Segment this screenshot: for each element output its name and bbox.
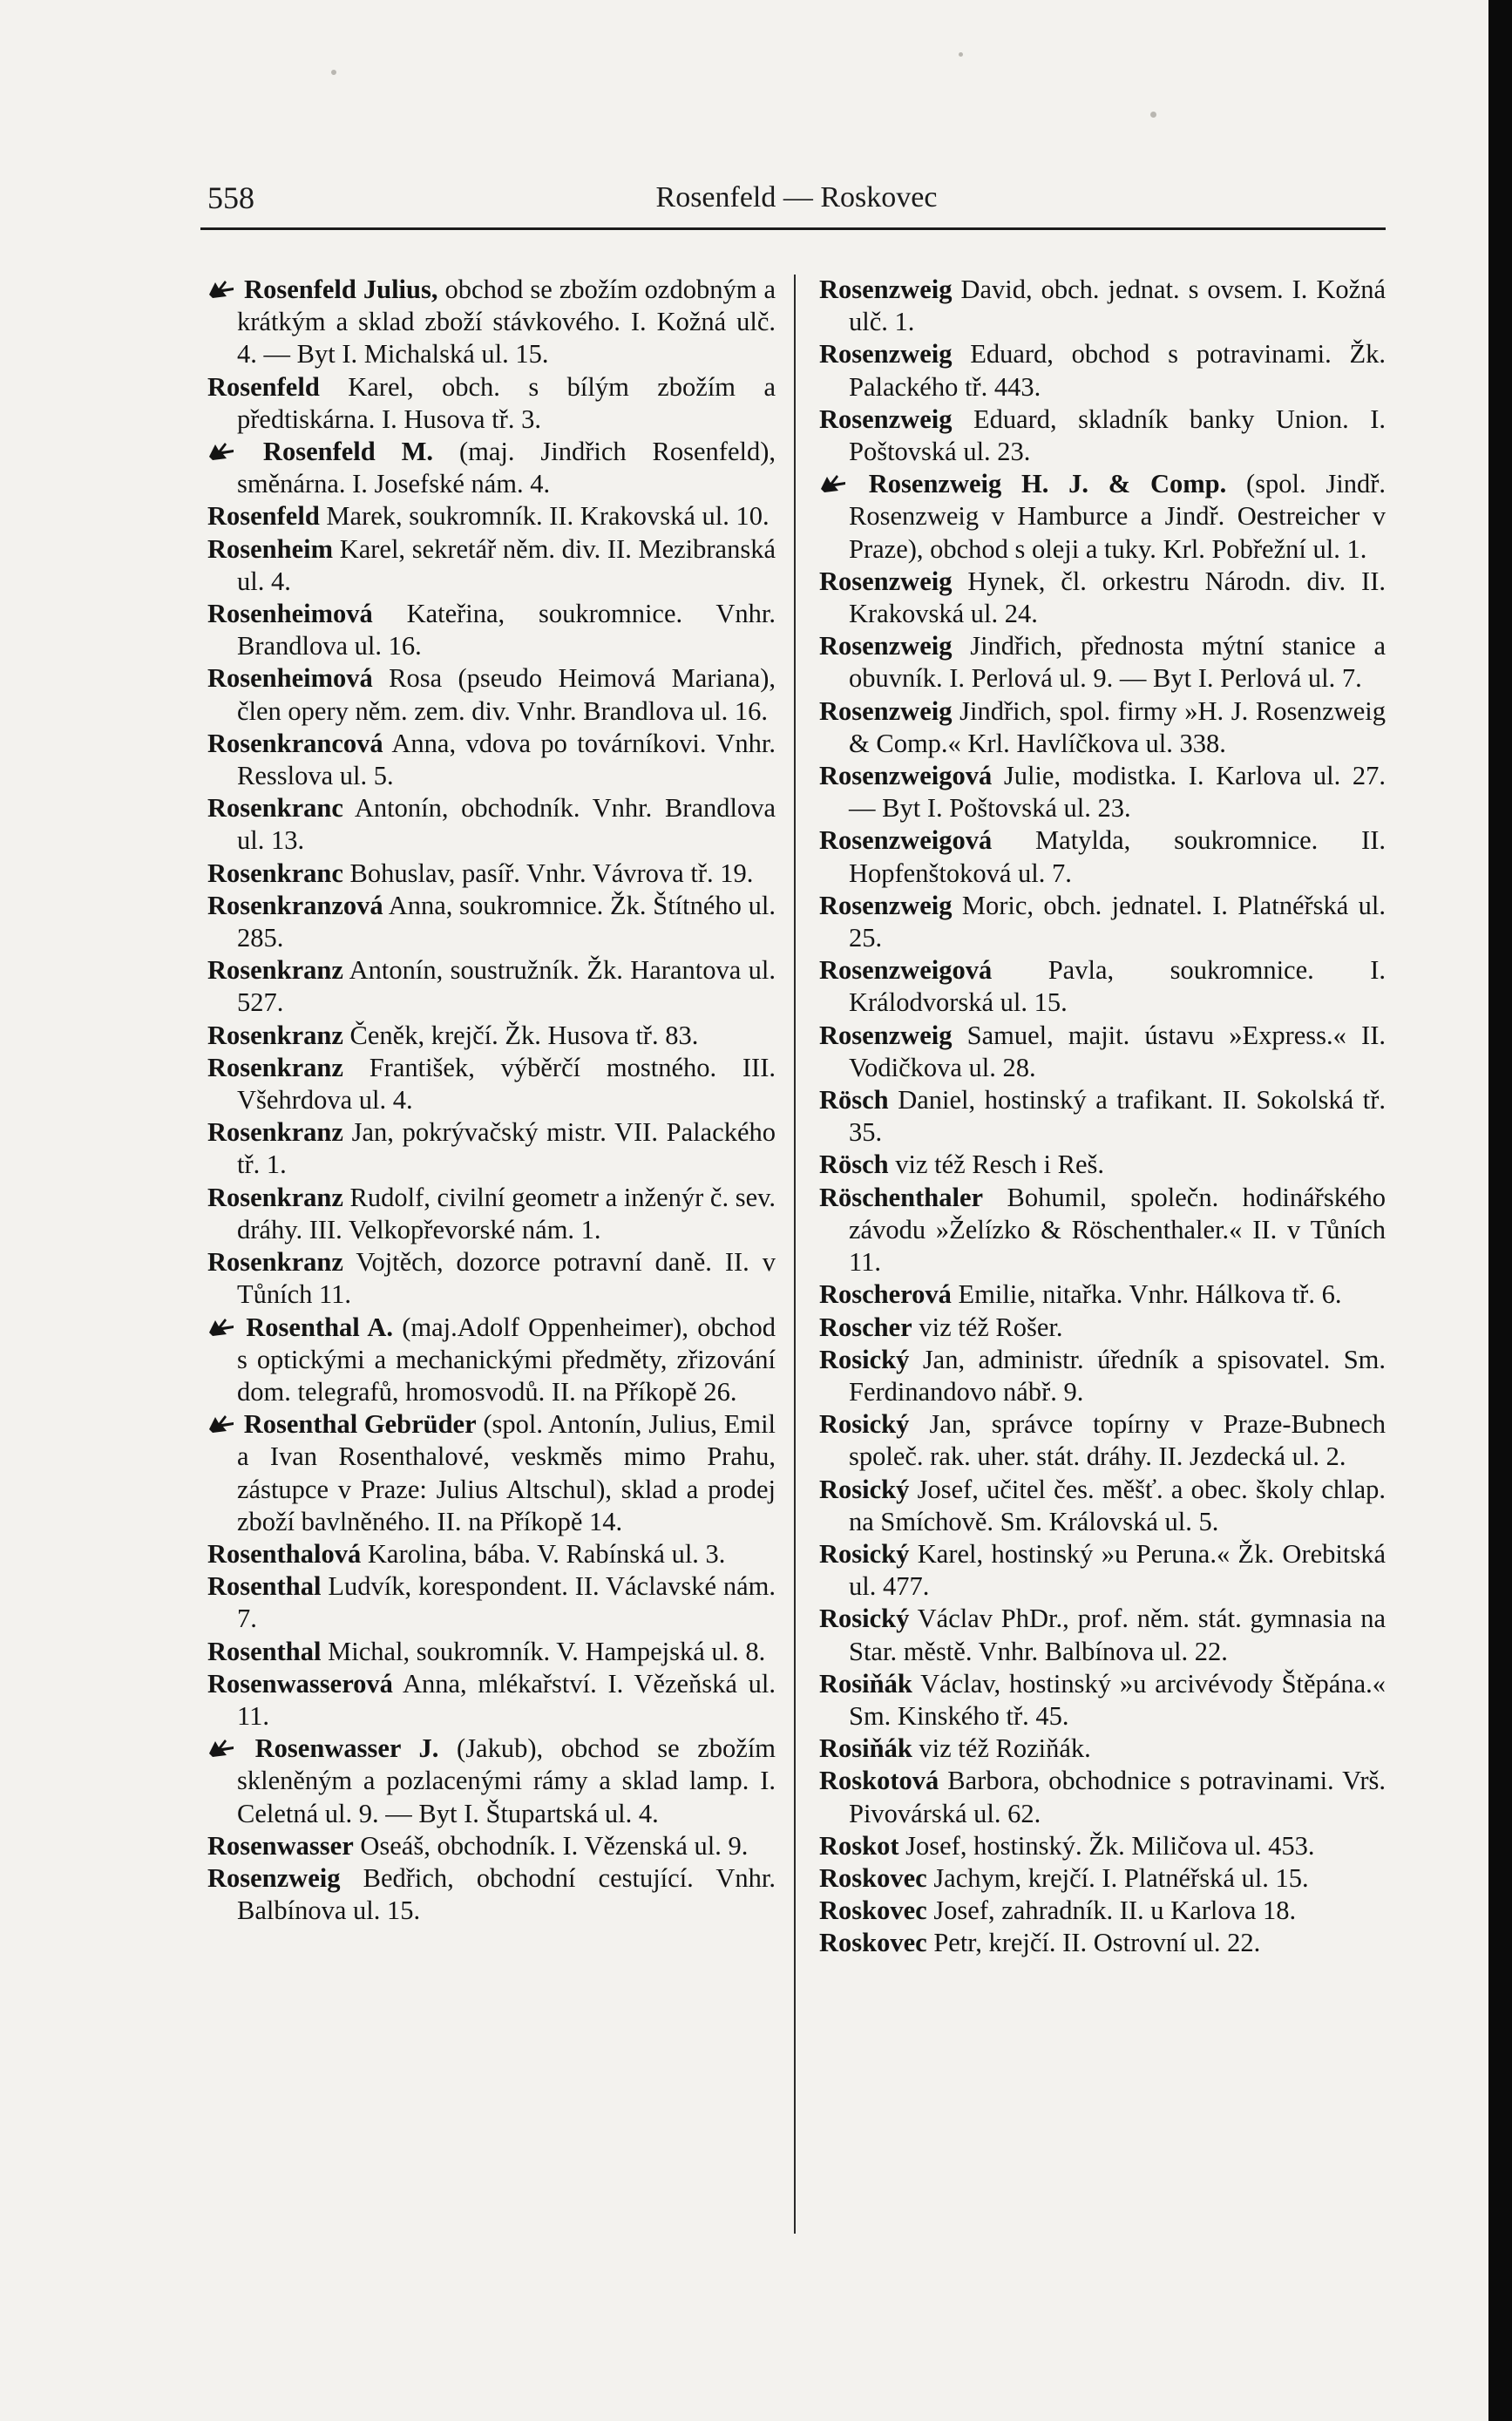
entry-name: Rosenfeld Julius, bbox=[244, 275, 438, 304]
entry-name: Rosenthal bbox=[207, 1636, 322, 1666]
directory-entry bbox=[819, 338, 1386, 403]
entry-name: Rosický bbox=[819, 1409, 910, 1440]
pointing-hand-icon bbox=[207, 277, 237, 300]
directory-entry bbox=[207, 1052, 776, 1116]
directory-entry bbox=[207, 1246, 776, 1311]
entry-details: Jindřich, spol. firmy »H. J. Rosenzweig & Comp.« Krl. Havlíčkova ul. 338. bbox=[849, 695, 1386, 758]
directory-entry bbox=[819, 274, 1386, 338]
directory-entry bbox=[819, 1538, 1386, 1603]
entry-name: Rosenkranc bbox=[207, 793, 343, 824]
entry-details: Anna, vdova po továrníkovi. Vnhr. Resslova ul. 5. bbox=[237, 728, 776, 791]
header-rule bbox=[200, 227, 1386, 230]
entry-details: Bohumil, společn. hodinářského závodu »Želízko & Röschenthaler.« II. v Tůních 11. bbox=[849, 1182, 1386, 1278]
entry-name: Roskovec bbox=[819, 1895, 927, 1926]
directory-entry bbox=[207, 1733, 776, 1830]
directory-entry bbox=[819, 1668, 1386, 1733]
entry-details: Antonín, soustružník. Žk. Harantova ul. 527. bbox=[237, 955, 776, 1018]
entry-name: Rosenthal A. bbox=[246, 1312, 393, 1342]
entry-details: (spol. Jindř. Rosenzweig v Hamburce a Jindř. Oestreicher v Praze), obchod s oleji a tuky. Krl. Pobřežní ul. 1. bbox=[849, 469, 1387, 564]
entry-name: Rosenwasserová bbox=[207, 1668, 393, 1699]
directory-entry bbox=[819, 1862, 1386, 1895]
directory-entry bbox=[819, 1278, 1386, 1311]
page-header bbox=[207, 171, 1386, 223]
entry-name: Rosenzweig bbox=[819, 1020, 953, 1050]
entry-name: Rosenzweig bbox=[819, 695, 953, 726]
entry-details: Bohuslav, pasíř. Vnhr. Vávrova tř. 19. bbox=[349, 858, 754, 888]
directory-entry bbox=[819, 1765, 1386, 1829]
entry-details: Václav PhDr., prof. něm. stát. gymnasia na Star. městě. Vnhr. Balbínova ul. 22. bbox=[849, 1604, 1387, 1666]
entry-details: viz též Rošer. bbox=[919, 1312, 1063, 1342]
entry-details: Hynek, čl. orkestru Národn. div. II. Krakovská ul. 24. bbox=[849, 566, 1386, 629]
directory-entry bbox=[819, 1733, 1386, 1765]
column-divider bbox=[794, 275, 796, 2234]
entry-details: Karolina, bába. V. Rabínská ul. 3. bbox=[367, 1538, 726, 1569]
entry-name: Rosenwasser J. bbox=[254, 1733, 439, 1764]
entry-name: Rosenkranc bbox=[207, 858, 343, 888]
directory-entry bbox=[207, 1020, 776, 1052]
entry-details: Karel, obch. s bílým zbožím a předtiskárna. I. Husova tř. 3. bbox=[237, 371, 776, 434]
directory-entry bbox=[207, 1830, 776, 1862]
entry-name: Rosenzweigová bbox=[819, 825, 993, 856]
entry-details: Oseáš, obchodník. I. Vězenská ul. 9. bbox=[360, 1830, 749, 1861]
directory-entry bbox=[819, 630, 1386, 695]
entry-details: Bedřich, obchodní cestující. Vnhr. Balbínova ul. 15. bbox=[237, 1862, 776, 1926]
directory-entry bbox=[207, 371, 776, 436]
entry-details: Julie, modistka. I. Karlova ul. 27. — Byt I. Poštovská ul. 23. bbox=[849, 761, 1387, 824]
entry-details: František, výběrčí mostného. III. Všehrdova ul. 4. bbox=[237, 1052, 776, 1116]
entry-name: Rösch bbox=[819, 1149, 889, 1180]
directory-entry bbox=[207, 1408, 776, 1538]
entry-name: Rosenzweig bbox=[819, 566, 953, 596]
entry-details: Samuel, majit. ústavu »Express.« II. Vodičkova ul. 28. bbox=[849, 1020, 1386, 1082]
directory-entry bbox=[207, 890, 776, 954]
directory-entry bbox=[207, 436, 776, 500]
directory-entry bbox=[207, 1182, 776, 1246]
entry-details: Barbora, obchodnice s potravinami. Vrš. Pivovárská ul. 62. bbox=[849, 1766, 1387, 1828]
entry-details: Marek, soukromník. II. Krakovská ul. 10. bbox=[326, 501, 770, 532]
entry-name: Rosenzweig bbox=[819, 890, 953, 920]
directory-entry bbox=[207, 1570, 776, 1635]
entry-name: Rosenzweig bbox=[819, 339, 953, 370]
entry-details: Eduard, obchod s potravinami. Žk. Palackého tř. 443. bbox=[849, 339, 1386, 402]
entry-details: Josef, zahradník. II. u Karlova 18. bbox=[933, 1895, 1297, 1926]
entry-name: Rosenzweigová bbox=[819, 761, 993, 791]
entry-name: Rosenfeld bbox=[207, 501, 320, 532]
entry-name: Rosenheimová bbox=[207, 599, 373, 629]
directory-entry bbox=[207, 1312, 776, 1409]
entry-name: Rosenwasser bbox=[207, 1830, 354, 1861]
directory-entry bbox=[819, 566, 1386, 630]
entry-details: Moric, obch. jednatel. I. Platnéřská ul. 25. bbox=[849, 890, 1387, 953]
directory-entry bbox=[207, 662, 776, 727]
entry-details: Jan, pokrývačský mistr. VII. Palackého tř. 1. bbox=[237, 1117, 776, 1180]
entry-details: Pavla, soukromnice. I. Králodvorská ul. 15. bbox=[849, 955, 1387, 1018]
directory-entry bbox=[207, 598, 776, 662]
entry-details: Matylda, soukromnice. II. Hopfenštoková ul. 7. bbox=[849, 825, 1386, 888]
entry-name: Rosenfeld M. bbox=[262, 437, 434, 467]
entry-details: Emilie, nitařka. Vnhr. Hálkova tř. 6. bbox=[958, 1279, 1342, 1310]
entry-name: Roskovec bbox=[819, 1928, 927, 1958]
entry-name: Rosenkranz bbox=[207, 1052, 343, 1082]
entry-name: Rosenheim bbox=[207, 533, 334, 564]
entry-details: viz též Resch i Reš. bbox=[895, 1149, 1104, 1180]
directory-entry bbox=[207, 792, 776, 857]
entry-details: Michal, soukromník. V. Hampejská ul. 8. bbox=[328, 1636, 766, 1666]
entry-details: (spol. Antonín, Julius, Emil a Ivan Rosenthalové, veskměs mimo Prahu, zástupce v Praze: Julius Altschul), sklad a prodej zboží bavlněného. II. na Příkopě 14. bbox=[237, 1409, 776, 1536]
entry-name: Rösch bbox=[819, 1085, 889, 1116]
entry-name: Rosenkranzová bbox=[207, 890, 383, 920]
entry-name: Roscherová bbox=[819, 1279, 952, 1310]
directory-entry bbox=[207, 1862, 776, 1927]
directory-entry bbox=[819, 760, 1386, 824]
directory-entry bbox=[819, 1408, 1386, 1473]
directory-entry bbox=[207, 274, 776, 371]
directory-entry bbox=[207, 533, 776, 598]
paper-speck bbox=[1150, 112, 1156, 118]
directory-entry bbox=[207, 1116, 776, 1181]
pointing-hand-icon bbox=[207, 439, 237, 462]
entry-details: Čeněk, krejčí. Žk. Husova tř. 83. bbox=[349, 1020, 699, 1050]
directory-entry bbox=[207, 1668, 776, 1733]
entry-name: Rosický bbox=[819, 1344, 910, 1374]
pointing-hand-icon bbox=[819, 471, 849, 494]
entry-details: Jan, administr. úředník a spisovatel. Sm. Ferdinandovo nábř. 9. bbox=[849, 1344, 1387, 1407]
directory-entry bbox=[819, 1927, 1386, 1959]
entry-name: Rosenzweig bbox=[819, 275, 953, 304]
entry-details: Rudolf, civilní geometr a inženýr č. sev. dráhy. III. Velkopřevorské nám. 1. bbox=[237, 1182, 776, 1244]
entry-details: Vojtěch, dozorce potravní daně. II. v Tůních 11. bbox=[237, 1247, 776, 1310]
entry-name: Rosenkranz bbox=[207, 1117, 343, 1148]
directory-entry bbox=[819, 1312, 1386, 1344]
entry-name: Rosenthal Gebrüder bbox=[243, 1409, 477, 1440]
running-head: Rosenfeld — Roskovec bbox=[655, 181, 938, 214]
directory-entry bbox=[207, 858, 776, 890]
directory-entry bbox=[819, 954, 1386, 1019]
pointing-hand-icon bbox=[207, 1412, 237, 1434]
directory-entry bbox=[207, 1538, 776, 1570]
entry-details: (Jakub), obchod se zbožím skleněným a pozlacenými rámy a sklad lamp. I. Celetná ul. 9. — Byt I. Štupartská ul. 4. bbox=[237, 1733, 776, 1828]
entry-name: Rosenheimová bbox=[207, 663, 373, 694]
directory-entry bbox=[819, 1344, 1386, 1408]
pointing-hand-icon bbox=[207, 1315, 237, 1338]
directory-entry bbox=[207, 500, 776, 532]
left-column bbox=[207, 274, 776, 1927]
pointing-hand-icon bbox=[207, 1736, 237, 1759]
entry-name: Rosenfeld bbox=[207, 371, 320, 402]
entry-details: viz též Roziňák. bbox=[919, 1733, 1091, 1764]
paper-speck bbox=[959, 52, 963, 57]
entry-name: Rosický bbox=[819, 1538, 910, 1569]
entry-name: Roskot bbox=[819, 1830, 899, 1861]
entry-name: Rosenzweig H. J. & Comp. bbox=[868, 469, 1227, 499]
entry-details: Josef, učitel čes. měšť. a obec. školy chlap. na Smíchově. Sm. Královská ul. 5. bbox=[849, 1474, 1386, 1536]
entry-details: Anna, mlékařství. I. Vězeňská ul. 11. bbox=[237, 1668, 776, 1731]
directory-entry bbox=[207, 954, 776, 1019]
entry-details: obchod se zbožím ozdobným a krátkým a sklad zboží stávkového. I. Kožná ulč. 4. — Byt I. Michalská ul. 15. bbox=[237, 275, 776, 370]
entry-details: Josef, hostinský. Žk. Miličova ul. 453. bbox=[905, 1830, 1315, 1861]
directory-entry bbox=[819, 1149, 1386, 1181]
entry-name: Rosenkranz bbox=[207, 1020, 343, 1050]
entry-details: Karel, sekretář něm. div. II. Mezibranská ul. 4. bbox=[237, 533, 776, 596]
entry-details: Petr, krejčí. II. Ostrovní ul. 22. bbox=[933, 1928, 1261, 1958]
directory-entry bbox=[819, 1084, 1386, 1149]
entry-name: Rosiňák bbox=[819, 1668, 912, 1699]
directory-entry bbox=[207, 728, 776, 792]
directory-entry bbox=[819, 1020, 1386, 1084]
entry-name: Rosenthal bbox=[207, 1571, 322, 1602]
entry-details: Ludvík, korespondent. II. Václavské nám. 7. bbox=[237, 1571, 776, 1634]
entry-name: Roskovec bbox=[819, 1862, 927, 1893]
directory-entry bbox=[819, 1603, 1386, 1667]
entry-name: Röschenthaler bbox=[819, 1182, 984, 1212]
entry-name: Rosenkranz bbox=[207, 1182, 343, 1212]
entry-name: Rosický bbox=[819, 1604, 910, 1634]
right-column bbox=[819, 274, 1386, 1960]
entry-name: Rosenkranz bbox=[207, 1247, 343, 1278]
entry-name: Roscher bbox=[819, 1312, 912, 1342]
entry-name: Rosenzweig bbox=[207, 1862, 341, 1893]
entry-name: Rosenkranz bbox=[207, 955, 343, 986]
entry-name: Rosenkrancová bbox=[207, 728, 383, 758]
entry-details: Jindřich, přednosta mýtní stanice a obuvník. I. Perlová ul. 9. — Byt I. Perlová ul. 7. bbox=[849, 631, 1386, 694]
paper-speck bbox=[331, 70, 336, 75]
entry-name: Rosenzweigová bbox=[819, 955, 993, 986]
entry-details: Kateřina, soukromnice. Vnhr. Brandlova ul. 16. bbox=[237, 599, 776, 661]
entry-details: Jan, správce topírny v Praze-Bubnech společ. rak. uher. stát. dráhy. II. Jezdecká ul. 2. bbox=[849, 1409, 1386, 1472]
directory-entry bbox=[819, 1895, 1386, 1927]
directory-entry bbox=[819, 824, 1386, 889]
entry-details: Rosa (pseudo Heimová Mariana), člen opery něm. zem. div. Vnhr. Brandlova ul. 16. bbox=[237, 663, 776, 726]
directory-entry bbox=[819, 890, 1386, 954]
directory-entry bbox=[819, 468, 1386, 566]
entry-name: Rosický bbox=[819, 1474, 910, 1504]
entry-details: Anna, soukromnice. Žk. Štítného ul. 285. bbox=[237, 890, 776, 953]
entry-details: Jachym, krejčí. I. Platnéřská ul. 15. bbox=[933, 1862, 1309, 1893]
directory-entry bbox=[207, 1636, 776, 1668]
directory-entry bbox=[819, 1182, 1386, 1279]
directory-entry bbox=[819, 695, 1386, 760]
directory-entry bbox=[819, 1474, 1386, 1538]
entry-details: (maj.Adolf Oppenheimer), obchod s optickými a mechanickými předměty, zřizování dom. telegrafů, hromosvodů. II. na Příkopě 26. bbox=[237, 1312, 776, 1407]
entry-name: Rosenzweig bbox=[819, 404, 953, 434]
directory-entry bbox=[819, 404, 1386, 468]
entry-name: Rosenthalová bbox=[207, 1538, 362, 1569]
entry-name: Rosenzweig bbox=[819, 631, 953, 661]
entry-details: (maj. Jindřich Rosenfeld), směnárna. I. Josefské nám. 4. bbox=[237, 437, 776, 499]
entry-details: David, obch. jednat. s ovsem. I. Kožná ulč. 1. bbox=[849, 275, 1386, 337]
entry-details: Antonín, obchodník. Vnhr. Brandlova ul. 13. bbox=[237, 793, 776, 856]
entry-details: Václav, hostinský »u arcivévody Štěpána.« Sm. Kinského tř. 45. bbox=[849, 1668, 1386, 1731]
directory-entry bbox=[819, 1830, 1386, 1862]
entry-details: Karel, hostinský »u Peruna.« Žk. Orebitská ul. 477. bbox=[849, 1538, 1387, 1602]
entry-name: Roskotová bbox=[819, 1766, 939, 1796]
entry-name: Rosiňák bbox=[819, 1733, 912, 1764]
entry-details: Eduard, skladník banky Union. I. Poštovská ul. 23. bbox=[849, 404, 1386, 467]
page-number: 558 bbox=[207, 180, 254, 215]
entry-details: Daniel, hostinský a trafikant. II. Sokolská tř. 35. bbox=[849, 1085, 1387, 1148]
